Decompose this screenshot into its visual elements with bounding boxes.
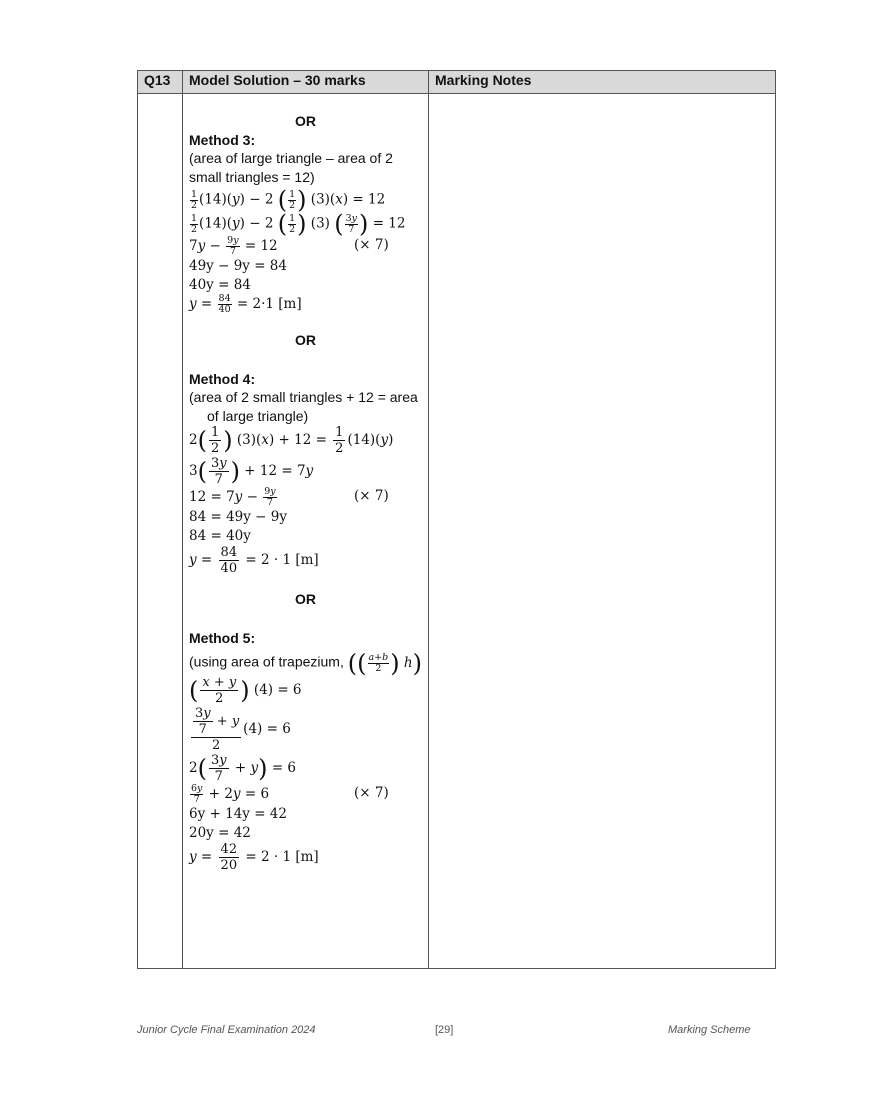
method-3-step-3: 7y − $\frac{9y}{7}$ = 12	[189, 235, 278, 257]
method-5-description-text: (using area of trapezium,	[189, 653, 344, 670]
method-4-step-4: 84 = 49y − 9y	[189, 509, 287, 525]
method-5-step-4: $\frac{6y}{7}$ + 2y = 6	[191, 783, 270, 805]
times-seven-note: (× 7)	[354, 785, 389, 801]
marking-scheme-table	[137, 70, 776, 969]
method-4-step-1: 2( $\frac{1}{2}$ ) (3)(x) + 12 = $\frac{1}{2}$ (14)(y)	[189, 425, 394, 456]
marking-notes-cell	[429, 94, 776, 969]
method-3-step-2: $\frac{1}{2}$ (14)(y) − 2 ( $\frac{1}{2}$ ) (3) ( $\frac{3y}{7}$ ) = 12	[191, 210, 406, 238]
method-4-step-2: 3( $\frac{3y}{7}$ ) + 12 = 7y	[189, 456, 314, 487]
method-3-answer: y = $\frac{84}{40}$ = 2·1 [m]	[189, 293, 302, 315]
method-5-step-2: $\frac{3y}{7}$ + y 2 (4) = 6	[189, 706, 422, 753]
marking-notes-header: Marking Notes	[429, 71, 776, 94]
method-5-step-6: 20y = 42	[189, 824, 251, 841]
method-5-description: (using area of trapezium, (( $\frac{a+b}{2}$ ) h)	[189, 649, 422, 677]
method-5-title: Method 5:	[189, 629, 256, 646]
method-3-title: Method 3:	[189, 131, 256, 148]
question-number-header: Q13	[138, 71, 183, 94]
method-3-step-4: 49y − 9y = 84	[189, 258, 287, 274]
method-5-step-3: 2( $\frac{3y}{7}$ + y) = 6	[189, 753, 297, 784]
method-3-step-5: 40y = 84	[189, 276, 251, 293]
method-4-description-line-2: of large triangle)	[207, 407, 309, 424]
or-label: OR	[295, 332, 316, 348]
method-4-description-line-1: (area of 2 small triangles + 12 = area	[189, 389, 418, 405]
footer-right: Marking Scheme	[668, 1024, 751, 1036]
footer-left: Junior Cycle Final Examination 2024	[137, 1024, 316, 1036]
page-number: [29]	[435, 1024, 454, 1036]
solution-cell	[183, 94, 429, 969]
method-4-step-5: 84 = 40y	[189, 527, 251, 544]
method-5-answer: y = $\frac{42}{20}$ = 2 · 1 [m]	[189, 842, 319, 873]
method-5-step-5: 6y + 14y = 42	[189, 806, 287, 822]
method-5-step-1: ( $\frac{x + y}{2}$ ) (4) = 6	[189, 675, 302, 706]
method-4-title: Method 4:	[189, 370, 256, 387]
or-label: OR	[295, 591, 316, 607]
model-solution-header: Model Solution – 30 marks	[183, 71, 429, 94]
times-seven-note: (× 7)	[354, 237, 389, 253]
method-4-step-3: 12 = 7y − $\frac{9y}{7}$	[189, 486, 276, 508]
method-3-description: (area of large triangle – area of 2 small triangles = 12)	[189, 150, 393, 185]
times-seven-note: (× 7)	[354, 488, 389, 504]
question-cell	[138, 94, 183, 969]
method-4-answer: y = $\frac{84}{40}$ = 2 · 1 [m]	[189, 545, 319, 576]
or-label: OR	[295, 113, 316, 129]
method-3-step-1: $\frac{1}{2}$ (14)(y) − 2 ( $\frac{1}{2}$ ) (3)(x) = 12	[191, 186, 386, 214]
